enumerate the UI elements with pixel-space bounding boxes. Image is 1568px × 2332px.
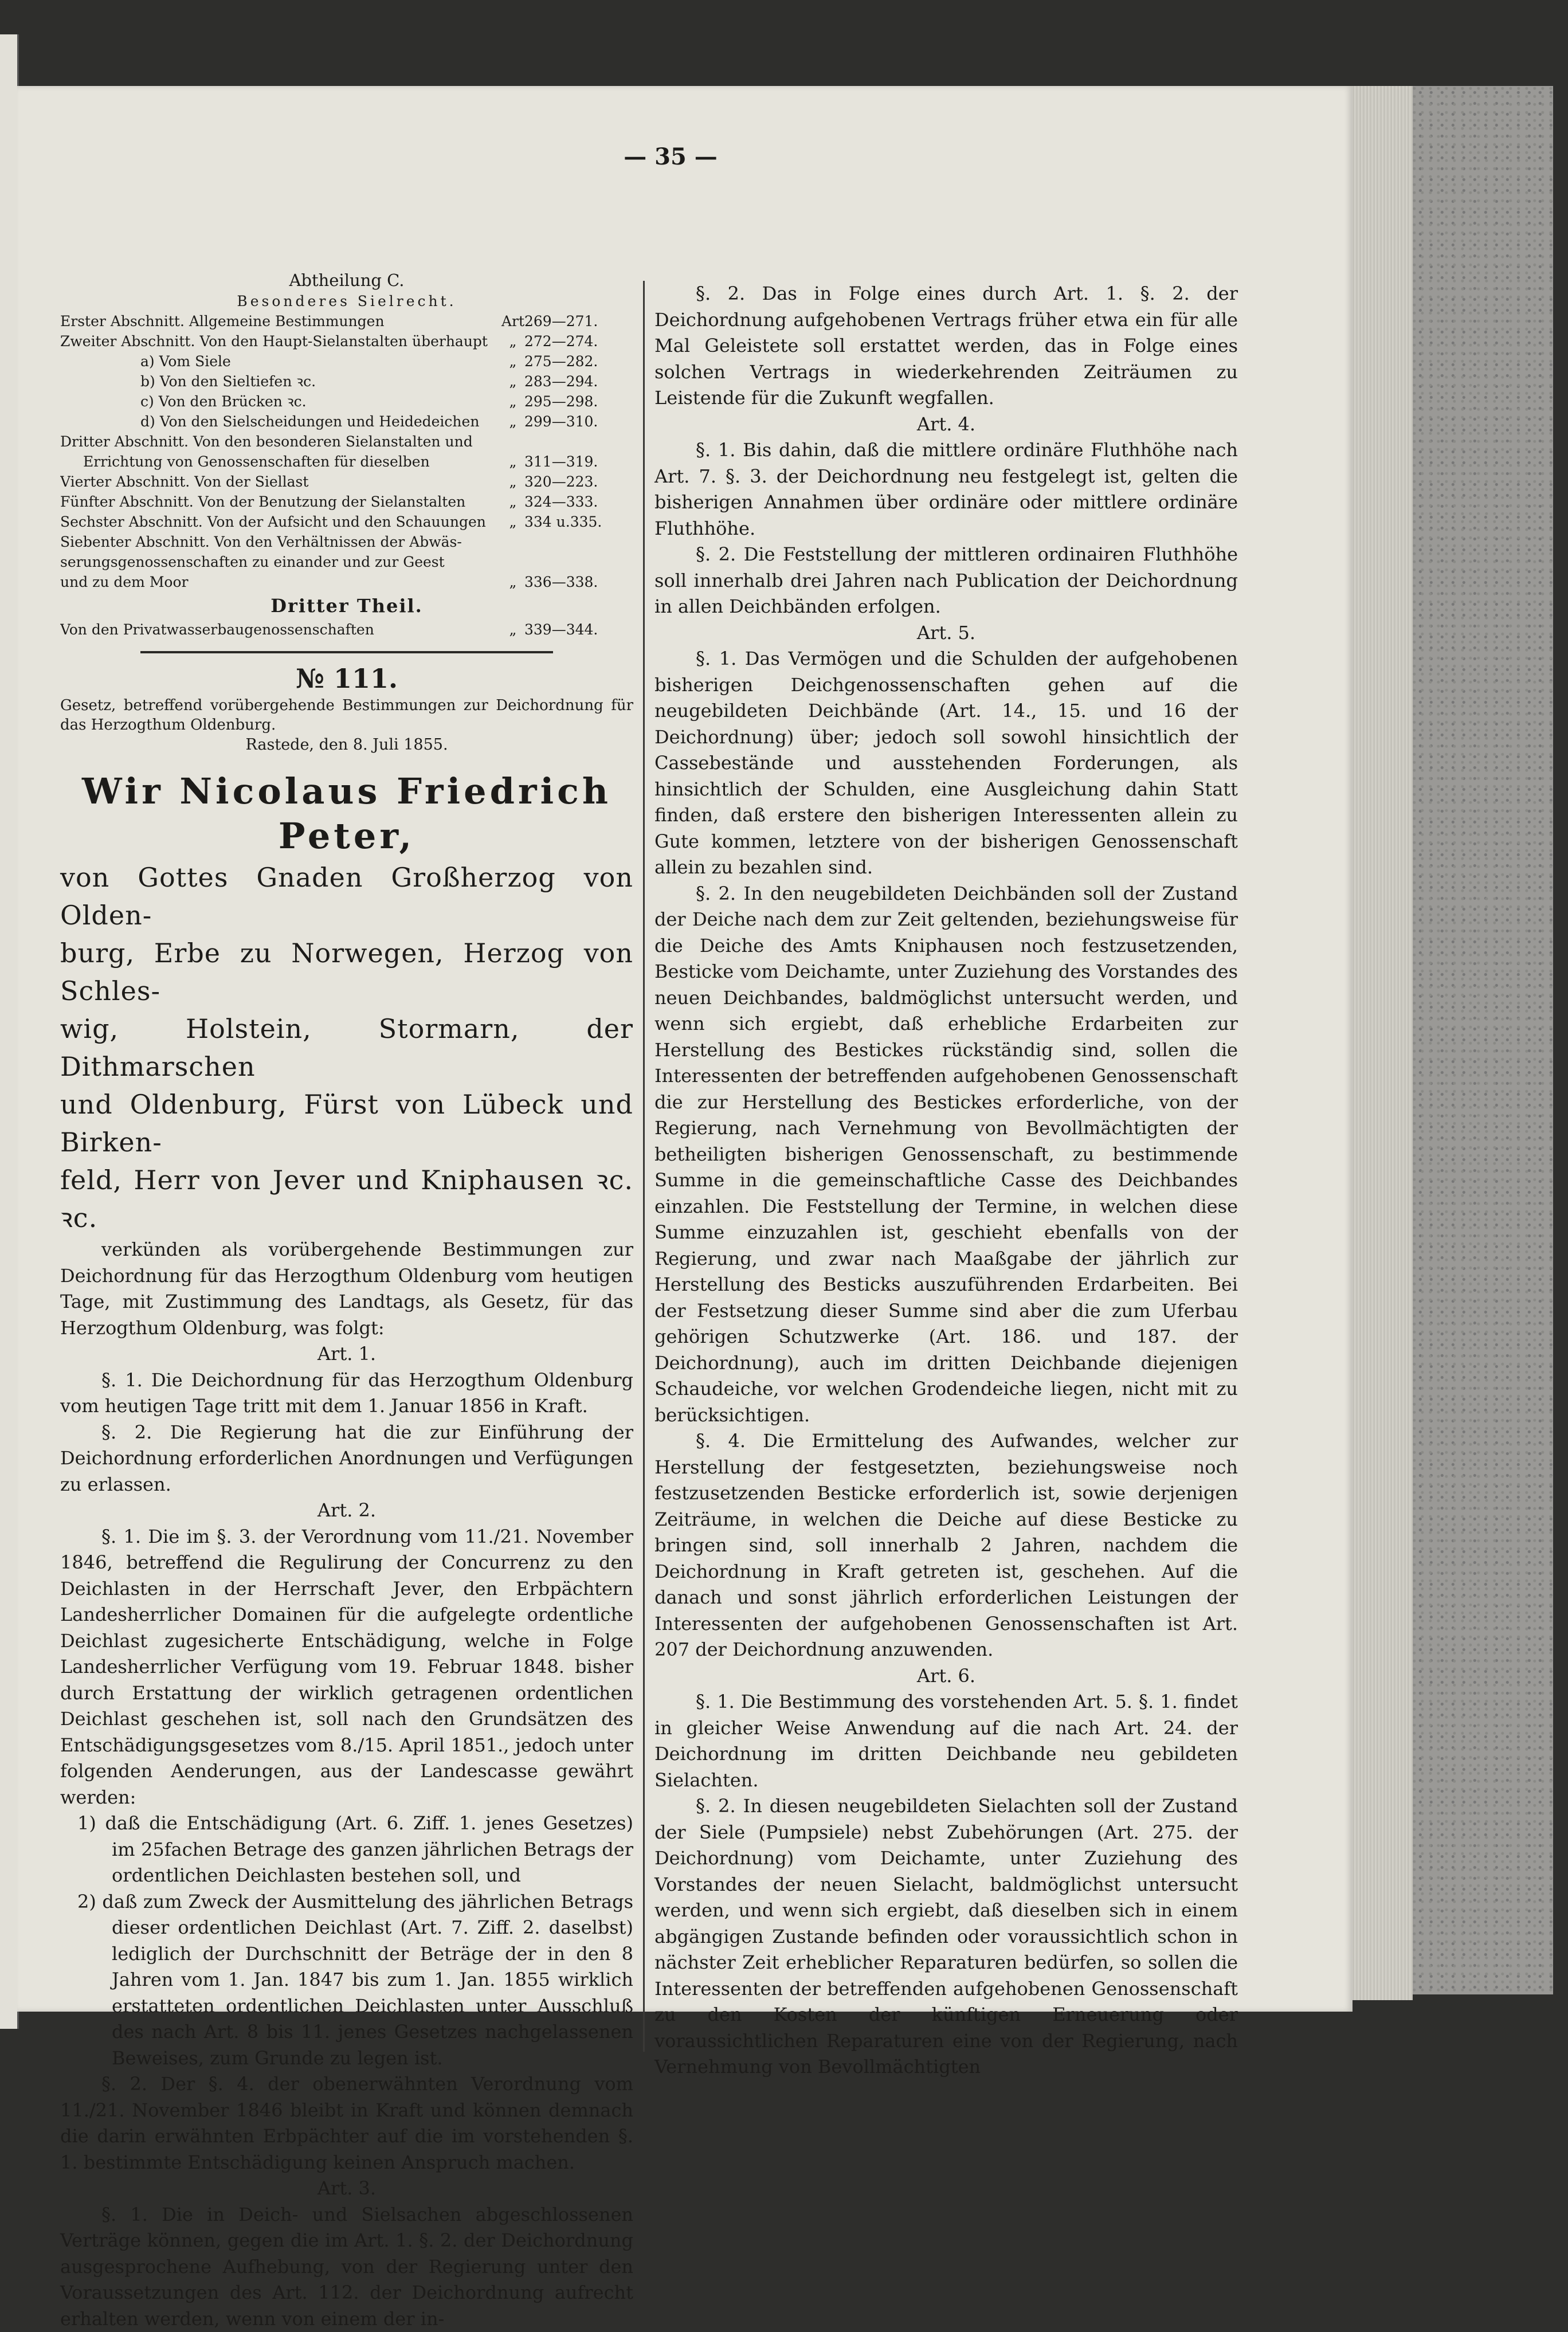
toc-heading: Abtheilung C. <box>60 269 633 291</box>
toc-row <box>60 371 633 391</box>
toc-row <box>60 351 633 371</box>
toc-marker: „ <box>501 411 524 432</box>
toc-range: 311—319. <box>524 452 633 472</box>
paragraph: §. 2. In diesen neugebildeten Sielachten soll der Zustand der Siele (Pumpsiele) nebst Zubehörungen (Art. 275. der Deichordnung) vom Deichamte, unter Zuziehung des Vorstandes der neuen Sielacht, baldmöglichst untersucht werden, und wenn sich ergiebt, daß dieselben sich in einem abgängigen Zustande befinden oder voraussichtlich schon in nächster Zeit erheblicher Reparaturen bedürfen, so sollen die Interessenten der betreffenden aufgehobenen Genossenschaft zu den Kosten der künftigen Erneuerung oder voraussichtlichen Reparaturen eine von der Regierung, nach Vernehmung von Bevollmächtigten <box>654 1793 1238 2080</box>
law-date: Rastede, den 8. Juli 1855. <box>60 735 633 755</box>
toc-label: Zweiter Abschnitt. Von den Haupt-Sielanstalten überhaupt <box>60 331 501 351</box>
paragraph: §. 1. Die Bestimmung des vorstehenden Art. 5. §. 1. findet in gleicher Weise Anwendung auf die nach Art. 24. der Deichordnung im dritten Deichbande neu gebildeten Sielachten. <box>654 1689 1238 1793</box>
paragraph: §. 1. Die in Deich- und Sielsachen abgeschlossenen Verträge können, gegen die im Art. 1. §. 2. der Deichordnung ausgesprochene Aufhebung, von der Regierung unter den Voraussetzungen des Art. 112. der Deichordnung aufrecht erhalten werden, wenn von einem der in- <box>60 2202 633 2332</box>
toc-range: 336—338. <box>524 572 633 592</box>
toc-row <box>60 331 633 351</box>
toc-label: Vierter Abschnitt. Von der Siellast <box>60 472 501 492</box>
toc-label: Erster Abschnitt. Allgemeine Bestimmungen <box>60 311 501 331</box>
toc-label: und zu dem Moor <box>60 572 501 592</box>
toc-marker: Art. <box>501 311 524 331</box>
toc-row <box>60 452 633 472</box>
toc-row <box>60 492 633 512</box>
article-heading: Art. 6. <box>654 1663 1238 1690</box>
paragraph: §. 1. Bis dahin, daß die mittlere ordinäre Fluthhöhe nach Art. 7. §. 3. der Deichordnung neu festgelegt ist, gelten die bisherigen Annahmen über ordinäre oder mittlere ordinäre Fluthhöhe. <box>654 437 1238 542</box>
toc-row <box>60 572 633 592</box>
left-column <box>60 269 633 2332</box>
facing-page-edge <box>0 34 19 2029</box>
toc-range: 334 u.335. <box>524 512 633 532</box>
toc-marker: „ <box>501 331 524 351</box>
list-item: 2) daß zum Zweck der Ausmittelung des jährlichen Betrags dieser ordentlichen Deichlast (Art. 7. Ziff. 2. daselbst) lediglich der Durchschnitt der Beträge der in den 8 Jahren vom 1. Jan. 1847 bis zum 1. Jan. 1855 wirklich erstatteten ordentlichen Deichlasten unter Ausschluß des nach Art. 8 bis 11. jenes Gesetzes nachgelassenen Beweises, zum Grunde zu legen ist. <box>60 1889 633 2072</box>
toc-seventh-line: Siebenter Abschnitt. Von den Verhältnissen der Abwäs- <box>60 532 633 552</box>
paragraph: §. 1. Die Deichordnung für das Herzogthum Oldenburg vom heutigen Tage tritt mit dem 1. Januar 1856 in Kraft. <box>60 1367 633 1420</box>
table-of-contents <box>60 269 633 640</box>
toc-marker: „ <box>501 391 524 411</box>
paragraph: §. 2. Die Regierung hat die zur Einführung der Deichordnung erforderlichen Anordnungen und Verfügungen zu erlassen. <box>60 1420 633 1498</box>
toc-label: b) Von den Sieltiefen ꝛc. <box>60 371 501 391</box>
toc-label: Fünfter Abschnitt. Von der Benutzung der Sielanstalten <box>60 492 501 512</box>
toc-label: Sechster Abschnitt. Von der Aufsicht und den Schauungen <box>60 512 501 532</box>
toc-row <box>60 512 633 532</box>
toc-range: 295—298. <box>524 391 633 411</box>
toc-part-title: Dritter Theil. <box>60 592 633 620</box>
toc-range: 299—310. <box>524 411 633 432</box>
toc-range: 275—282. <box>524 351 633 371</box>
toc-marker: „ <box>501 512 524 532</box>
ruler-name: Wir Nicolaus Friedrich Peter, <box>60 769 633 859</box>
law-number: № 111. <box>60 661 633 696</box>
toc-label: a) Vom Siele <box>60 351 501 371</box>
document-page <box>17 86 1353 2012</box>
toc-label: Von den Privatwasserbaugenossenschaften <box>60 620 501 640</box>
ruler-title-line: von Gottes Gnaden Großherzog von Olden- <box>60 859 633 934</box>
article-heading: Art. 3. <box>60 2176 633 2202</box>
paragraph: §. 4. Die Ermittelung des Aufwandes, welcher zur Herstellung der festgesetzten, beziehungsweise noch festzusetzenden Besticke erforderlich ist, sowie derjenigen Zeiträume, in welchen die Deiche auf diese Besticke zu bringen sind, soll innerhalb 2 Jahren, nachdem die Deichordnung in Kraft getreten ist, geschehen. Auf die danach und sonst jährlich erforderlichen Leistungen der Interessenten der aufgehobenen Genossenschaften ist Art. 207 der Deichordnung anzuwenden. <box>654 1428 1238 1663</box>
paragraph: §. 2. In den neugebildeten Deichbänden soll der Zustand der Deiche nach dem zur Zeit geltenden, beziehungsweise für die Deiche des Amts Kniphausen noch festzusetzenden, Besticke vom Deichamte, unter Zuziehung des Vorstandes des neuen Deichbandes, baldmöglichst untersucht werden, und wenn sich ergiebt, daß erhebliche Erdarbeiten zur Herstellung des Bestickes rückständig sind, sollen die Interessenten der betreffenden aufgehobenen Genossenschaft die zur Herstellung des Bestickes erforderliche, von der Regierung, nach Vernehmung von Bevollmächtigten der betheiligten bisherigen Genossenschaft, zu bestimmende Summe in die gemeinschaftliche Casse des Deichbandes einzahlen. Die Feststellung der Termine, in welchen diese Summe einzuzahlen ist, geschieht ebenfalls von der Regierung, und zwar nach Maaßgabe der jährlich zur Herstellung des Bestiсks auszuführenden Erdarbeiten. Bei der Festsetzung dieser Summe sind aber die zum Uferbau gehörigen Schutzwerke (Art. 186. und 187. der Deichordnung), auch im dritten Deichbande diejenigen Schaudeiche, vor welchen Grodendeiche liegen, nicht mit zu berücksichtigen. <box>654 881 1238 1429</box>
paragraph: §. 1. Das Vermögen und die Schulden der aufgehobenen bisherigen Deichgenossenschaften gehen auf die neugebildeten Deichbände (Art. 14., 15. und 16 der Deichordnung) über; jedoch soll sowohl hinsichtlich der Cassebestände und ausstehenden Forderungen, als hinsichtlich der Schulden, eine Ausgleichung dahin Statt finden, daß erstere den bisherigen Interessenten allein zu Gute kommen, letztere von der bisherigen Genossenschaft allein zu bezahlen sind. <box>654 646 1238 881</box>
ruler-title-line: wig, Holstein, Stormarn, der Dithmarschen <box>60 1010 633 1085</box>
toc-marker: „ <box>501 572 524 592</box>
toc-marker: „ <box>501 620 524 640</box>
toc-label: c) Von den Brücken ꝛc. <box>60 391 501 411</box>
toc-row <box>60 311 633 331</box>
ruler-title-line: feld, Herr von Jever und Kniphausen ꝛc. ꝛc. <box>60 1161 633 1237</box>
toc-range: 283—294. <box>524 371 633 391</box>
toc-marker: „ <box>501 371 524 391</box>
toc-third-head: Dritter Abschnitt. Von den besonderen Sielanstalten und <box>60 432 633 452</box>
toc-marker: „ <box>501 492 524 512</box>
toc-label: Errichtung von Genossenschaften für dieselben <box>60 452 501 472</box>
toc-range: 324—333. <box>524 492 633 512</box>
article-heading: Art. 1. <box>60 1341 633 1367</box>
law-subject: Gesetz, betreffend vorübergehende Bestimmungen zur Deichordnung für das Herzogthum Oldenburg. <box>60 696 633 735</box>
article-heading: Art. 5. <box>654 620 1238 646</box>
toc-subheading: Besonderes Sielrecht. <box>60 291 633 311</box>
toc-marker: „ <box>501 351 524 371</box>
toc-row <box>60 411 633 432</box>
toc-range: 339—344. <box>524 620 633 640</box>
page-number: — 35 — <box>607 143 734 170</box>
section-divider <box>140 651 553 653</box>
toc-seventh-line: serungsgenossenschaften zu einander und zur Geest <box>60 552 633 572</box>
paragraph: §. 2. Die Feststellung der mittleren ordinairen Fluthhöhe soll innerhalb drei Jahren nach Publication der Deichordnung in allen Deichbänden erfolgen. <box>654 542 1238 620</box>
paragraph: §. 2. Der §. 4. der obenerwähnten Verordnung vom 11./21. November 1846 bleibt in Kraft und können demnach die darin erwähnten Erbpächter auf die im vorstehenden §. 1. bestimmte Entschädigung keinen Anspruch machen. <box>60 2071 633 2176</box>
toc-range: 320—223. <box>524 472 633 492</box>
toc-row <box>60 472 633 492</box>
toc-row <box>60 391 633 411</box>
ruler-title-line: und Oldenburg, Fürst von Lübeck und Birken- <box>60 1085 633 1161</box>
toc-marker: „ <box>501 452 524 472</box>
book-cover <box>1413 86 1553 1994</box>
toc-range: 269—271. <box>524 311 633 331</box>
list-item: 1) daß die Entschädigung (Art. 6. Ziff. 1. jenes Gesetzes) im 25fachen Betrage des ganzen jährlichen Betrags der ordentlichen Deichlasten bestehen soll, und <box>60 1810 633 1889</box>
right-column <box>654 281 1238 2080</box>
article-heading: Art. 4. <box>654 411 1238 438</box>
ruler-title-line: burg, Erbe zu Norwegen, Herzog von Schles- <box>60 934 633 1010</box>
toc-row <box>60 620 633 640</box>
paragraph: §. 1. Die im §. 3. der Verordnung vom 11./21. November 1846, betreffend die Regulirung der Concurrenz zu den Deichlasten in der Herrschaft Jever, den Erbpächtern Landesherrlicher Domainen für die aufgelegte ordentliche Deichlast zugesicherte Entschädigung, welche in Folge Landesherrlicher Verfügung vom 19. Februar 1848. bisher durch Erstattung der wirklich getragenen ordentlichen Deichlast geschehen ist, soll nach den Grundsätzen des Entschädigungsgesetzes vom 8./15. April 1851., jedoch unter folgenden Aenderungen, aus der Landescasse gewährt werden: <box>60 1524 633 1811</box>
column-divider <box>643 281 645 2052</box>
toc-label: d) Von den Sielscheidungen und Heidedeichen <box>60 411 501 432</box>
paragraph: §. 2. Das in Folge eines durch Art. 1. §. 2. der Deichordnung aufgehobenen Vertrags früher etwa ein für alle Mal Geleistete soll erstattet werden, das in Folge eines solchen Vertrags in wiederkehrenden Zeiträumen zu Leistende für die Zukunft wegfallen. <box>654 281 1238 411</box>
preamble: verkünden als vorübergehende Bestimmungen zur Deichordnung für das Herzogthum Oldenburg vom heutigen Tage, mit Zustimmung des Landtags, als Gesetz, für das Herzogthum Oldenburg, was folgt: <box>60 1237 633 1341</box>
article-heading: Art. 2. <box>60 1498 633 1524</box>
toc-marker: „ <box>501 472 524 492</box>
toc-range: 272—274. <box>524 331 633 351</box>
